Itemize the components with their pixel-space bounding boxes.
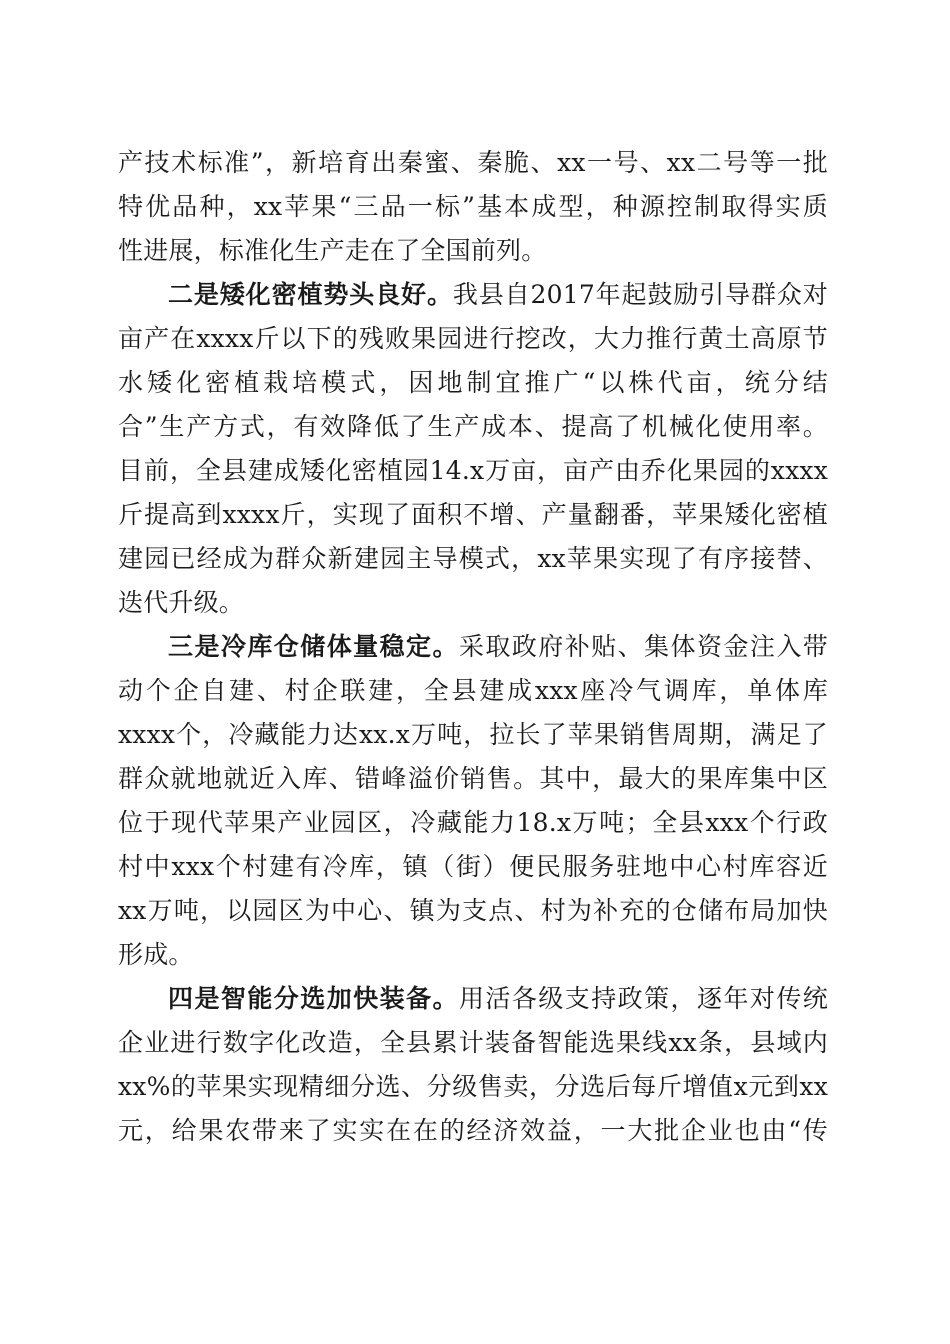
paragraph-2-line-5: xx万吨，以园区为中心、镇为支点、村为补充的仓储布局加快: [118, 896, 828, 925]
paragraph-0-line-1: 特优品种，xx苹果“三品一标”基本成型，种源控制取得实质: [118, 192, 828, 221]
paragraph-2-first-line: [168, 627, 828, 667]
paragraph-2-line-2: 群众就地就近入库、错峰溢价销售。其中，最大的果库集中区: [118, 764, 828, 793]
paragraph-1-line-4: 斤提高到xxxx斤，实现了面积不增、产量翻番，苹果矮化密植: [118, 500, 828, 529]
paragraph-2-line-3: 位于现代苹果产业园区，冷藏能力18.x万吨；全县xxx个行政: [118, 808, 828, 837]
paragraph-1-heading: 二是矮化密植势头良好。: [168, 280, 453, 309]
paragraph-0-line-2: 性进展，标准化生产走在了全国前列。: [118, 236, 547, 265]
paragraph-3-heading: 四是智能分选加快装备。: [168, 984, 459, 1013]
paragraph-2-line-1: xxxx个，冷藏能力达xx.x万吨，拉长了苹果销售周期，满足了: [118, 720, 828, 749]
paragraph-1-first-line: [168, 275, 828, 315]
paragraph-3-line-1: xx%的苹果实现精细分选、分级售卖，分选后每斤增值x元到xx: [118, 1072, 828, 1101]
paragraph-2-line-4: 村中xxx个村建有冷库，镇（街）便民服务驻地中心村库容近: [118, 852, 828, 881]
paragraph-1-line-3: 目前，全县建成矮化密植园14.x万亩，亩产由乔化果园的xxxx: [118, 456, 828, 485]
paragraph-0-line-0: 产技术标准”，新培育出秦蜜、秦脆、xx一号、xx二号等一批: [118, 148, 828, 177]
paragraph-1-line-5: 建园已经成为群众新建园主导模式，xx苹果实现了有序接替、: [118, 544, 828, 573]
paragraph-2-first-rest: 采取政府补贴、集体资金注入带: [458, 632, 828, 661]
paragraph-1-line-1: 水矮化密植栽培模式，因地制宜推广“以株代亩，统分结: [118, 368, 828, 397]
paragraph-3-line-0: 企业进行数字化改造，全县累计装备智能选果线xx条，县域内: [118, 1028, 828, 1057]
paragraph-1-line-6: 迭代升级。: [118, 588, 245, 617]
paragraph-3-first-rest: 用活各级支持政策，逐年对传统: [458, 984, 828, 1013]
paragraph-1-first-rest: 我县自2017年起鼓励引导群众对: [452, 280, 828, 309]
paragraph-3-first-line: [168, 979, 828, 1019]
paragraph-2-line-0: 动个企自建、村企联建，全县建成xxx座冷气调库，单体库: [118, 676, 828, 705]
paragraph-1-line-2: 合”生产方式，有效降低了生产成本、提高了机械化使用率。: [118, 412, 828, 441]
paragraph-2-heading: 三是冷库仓储体量稳定。: [168, 632, 459, 661]
paragraph-1-line-0: 亩产在xxxx斤以下的残败果园进行挖改，大力推行黄土高原节: [118, 324, 828, 353]
paragraph-2-line-6: 形成。: [118, 940, 194, 969]
paragraph-3-line-2: 元，给果农带来了实实在在的经济效益，一大批企业也由“传: [118, 1116, 828, 1145]
